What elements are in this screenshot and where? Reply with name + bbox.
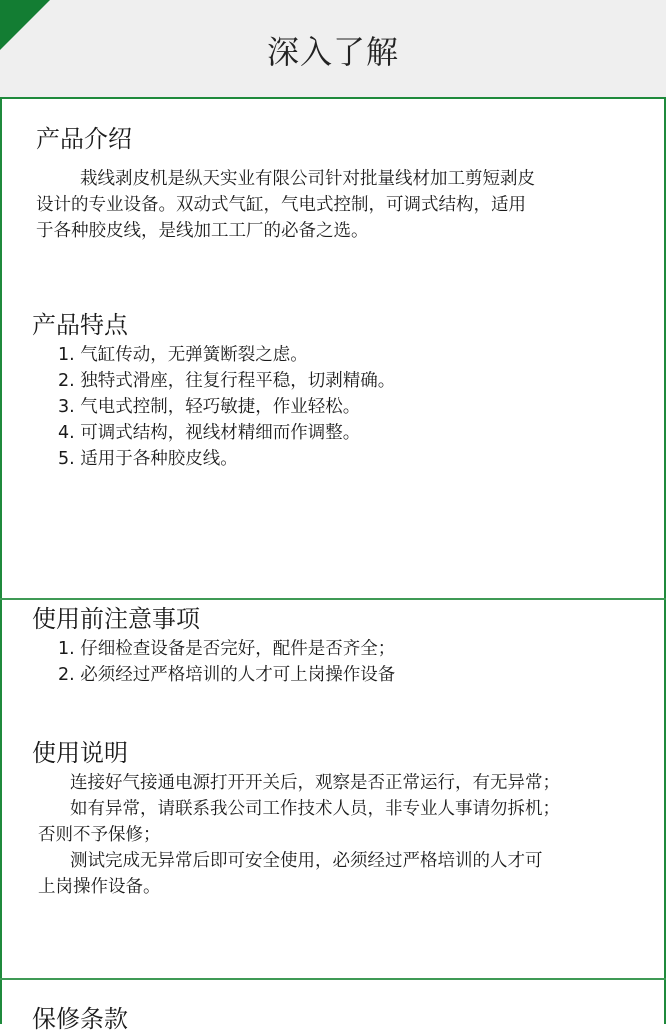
instructions-line: 上岗操作设备。 — [38, 877, 161, 897]
section-precautions — [32, 604, 395, 688]
section-heading: 保修条款 — [32, 1005, 128, 1033]
features-list — [58, 342, 395, 472]
list-item: 3. 气电式控制，轻巧敏捷，作业轻松。 — [58, 397, 361, 417]
page-title: 深入了解 — [266, 33, 399, 71]
section-intro — [36, 124, 535, 244]
list-item: 2. 独特式滑座，往复行程平稳，切剥精确。 — [58, 371, 396, 391]
section-instructions — [32, 738, 560, 900]
section-warranty — [32, 1004, 128, 1036]
instructions-line: 测试完成无异常后即可安全使用，必须经过严格培训的人才可 — [70, 851, 543, 871]
section-heading: 产品特点 — [32, 311, 128, 339]
list-item: 2. 必须经过严格培训的人才可上岗操作设备 — [58, 665, 396, 685]
section-divider — [0, 598, 666, 600]
section-features — [32, 310, 395, 472]
list-item: 1. 仔细检查设备是否完好，配件是否齐全； — [58, 639, 396, 659]
instructions-line: 连接好气接通电源打开开关后，观察是否正常运行，有无异常； — [70, 773, 560, 793]
frame-left-border — [0, 99, 2, 1024]
instructions-line: 否则不予保修； — [38, 825, 161, 845]
list-item: 1. 气缸传动，无弹簧断裂之虑。 — [58, 345, 308, 365]
intro-line: 于各种胶皮线，是线加工工厂的必备之选。 — [36, 221, 369, 241]
section-heading: 产品介绍 — [36, 125, 132, 153]
section-heading: 使用前注意事项 — [32, 605, 200, 633]
intro-line: 设计的专业设备。双动式气缸，气电式控制，可调式结构，适用 — [36, 195, 526, 215]
section-heading: 使用说明 — [32, 739, 128, 767]
list-item: 4. 可调式结构，视线材精细而作调整。 — [58, 423, 361, 443]
list-item: 5. 适用于各种胶皮线。 — [58, 449, 238, 469]
intro-line: 栽线剥皮机是纵天实业有限公司针对批量线材加工剪短剥皮 — [80, 169, 535, 189]
instructions-line: 如有异常，请联系我公司工作技术人员，非专业人事请勿拆机； — [70, 799, 560, 819]
precautions-list — [58, 636, 395, 688]
section-divider — [0, 978, 666, 980]
page-header — [0, 0, 666, 99]
